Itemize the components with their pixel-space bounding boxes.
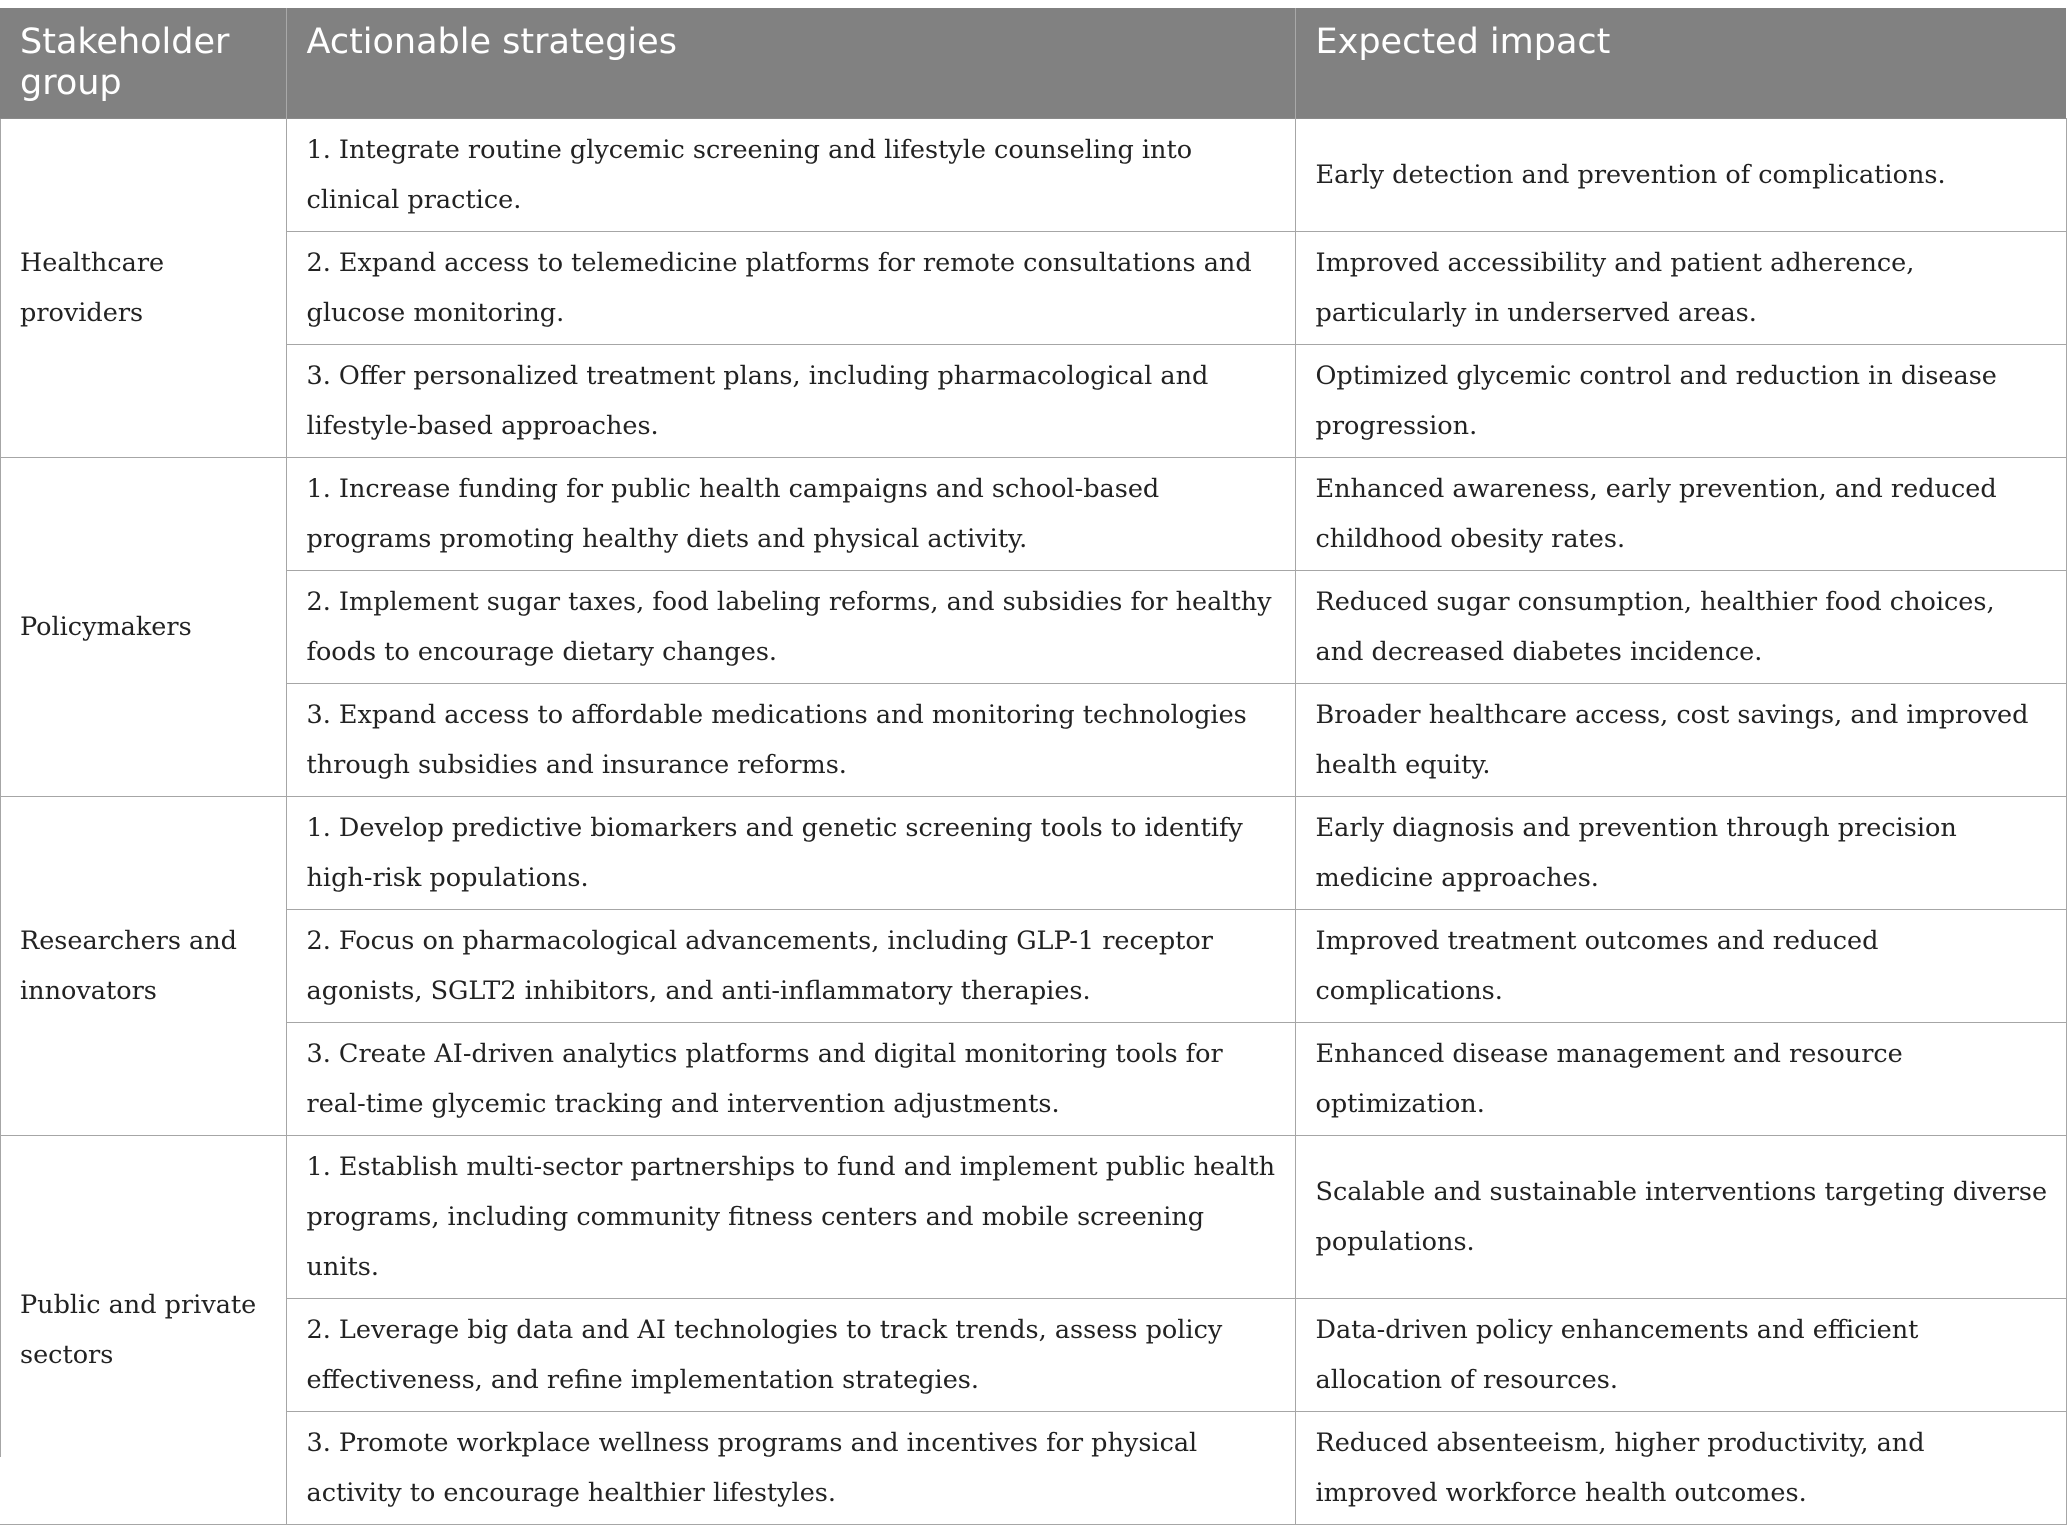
group-cell-public-and-private-sectors: Public and private sectors bbox=[0, 1136, 286, 1525]
impact-cell: Enhanced disease management and resource optimization. bbox=[1295, 1023, 2066, 1136]
impact-cell: Scalable and sustainable interventions targeting diverse populations. bbox=[1295, 1136, 2066, 1299]
impact-cell: Enhanced awareness, early prevention, and reduced childhood obesity rates. bbox=[1295, 458, 2066, 571]
strategy-cell: 3. Create AI-driven analytics platforms and digital monitoring tools for real-time glycemic tracking and intervention adjustments. bbox=[286, 1023, 1295, 1136]
header-stakeholder-group: Stakeholder group bbox=[0, 8, 286, 119]
impact-cell: Reduced absenteeism, higher productivity, and improved workforce health outcomes. bbox=[1295, 1412, 2066, 1525]
table-row bbox=[0, 1136, 2066, 1299]
impact-cell: Reduced sugar consumption, healthier food choices, and decreased diabetes incidence. bbox=[1295, 571, 2066, 684]
table-row bbox=[0, 458, 2066, 571]
group-cell-researchers-and-innovators: Researchers and innovators bbox=[0, 797, 286, 1136]
impact-cell: Data-driven policy enhancements and efficient allocation of resources. bbox=[1295, 1299, 2066, 1412]
table-row bbox=[0, 232, 2066, 345]
strategy-cell: 3. Offer personalized treatment plans, including pharmacological and lifestyle-based approaches. bbox=[286, 345, 1295, 458]
strategy-cell: 3. Expand access to affordable medications and monitoring technologies through subsidies and insurance reforms. bbox=[286, 684, 1295, 797]
header-expected-impact: Expected impact bbox=[1295, 8, 2066, 119]
table-row bbox=[0, 119, 2066, 232]
table-row bbox=[0, 1023, 2066, 1136]
table-row bbox=[0, 1412, 2066, 1525]
impact-cell: Early detection and prevention of complications. bbox=[1295, 119, 2066, 232]
stakeholder-strategies-table bbox=[0, 8, 2067, 1525]
impact-cell: Improved treatment outcomes and reduced complications. bbox=[1295, 910, 2066, 1023]
strategy-cell: 2. Expand access to telemedicine platforms for remote consultations and glucose monitoring. bbox=[286, 232, 1295, 345]
table-row bbox=[0, 797, 2066, 910]
group-cell-policymakers: Policymakers bbox=[0, 458, 286, 797]
strategy-cell: 1. Establish multi-sector partnerships to fund and implement public health programs, including community fitness centers and mobile screening units. bbox=[286, 1136, 1295, 1299]
impact-cell: Optimized glycemic control and reduction in disease progression. bbox=[1295, 345, 2066, 458]
table-row bbox=[0, 345, 2066, 458]
table-row bbox=[0, 1299, 2066, 1412]
table-header-row bbox=[0, 8, 2066, 119]
strategy-cell: 2. Focus on pharmacological advancements, including GLP-1 receptor agonists, SGLT2 inhibitors, and anti-inflammatory therapies. bbox=[286, 910, 1295, 1023]
impact-cell: Early diagnosis and prevention through precision medicine approaches. bbox=[1295, 797, 2066, 910]
table-row bbox=[0, 571, 2066, 684]
strategy-cell: 2. Implement sugar taxes, food labeling reforms, and subsidies for healthy foods to encourage dietary changes. bbox=[286, 571, 1295, 684]
strategy-cell: 1. Integrate routine glycemic screening and lifestyle counseling into clinical practice. bbox=[286, 119, 1295, 232]
impact-cell: Broader healthcare access, cost savings, and improved health equity. bbox=[1295, 684, 2066, 797]
table-row bbox=[0, 910, 2066, 1023]
strategy-cell: 2. Leverage big data and AI technologies to track trends, assess policy effectiveness, and refine implementation strategies. bbox=[286, 1299, 1295, 1412]
strategy-cell: 1. Increase funding for public health campaigns and school-based programs promoting healthy diets and physical activity. bbox=[286, 458, 1295, 571]
strategy-cell: 3. Promote workplace wellness programs and incentives for physical activity to encourage healthier lifestyles. bbox=[286, 1412, 1295, 1525]
table-row bbox=[0, 684, 2066, 797]
impact-cell: Improved accessibility and patient adherence, particularly in underserved areas. bbox=[1295, 232, 2066, 345]
strategy-cell: 1. Develop predictive biomarkers and genetic screening tools to identify high-risk populations. bbox=[286, 797, 1295, 910]
group-cell-healthcare-providers: Healthcare providers bbox=[0, 119, 286, 458]
header-actionable-strategies: Actionable strategies bbox=[286, 8, 1295, 119]
